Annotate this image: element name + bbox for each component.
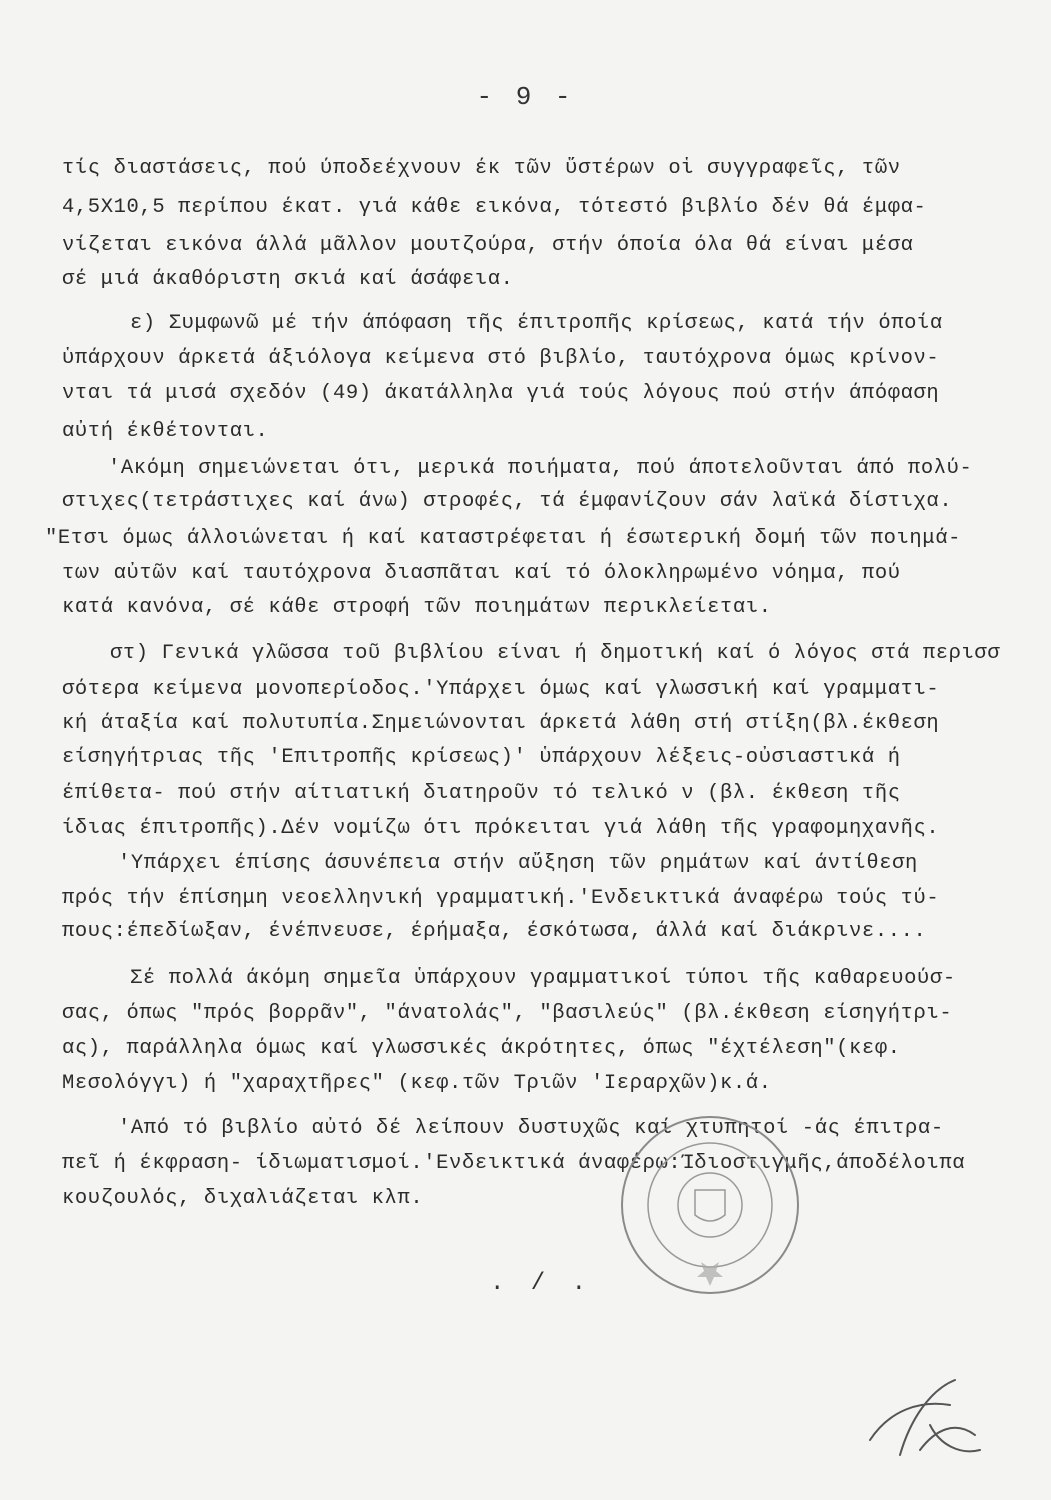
text-line: πους:έπεδίωξαν, ένέπνευσε, έρήμαξα, έσκότωσα, άλλά καί διάκρινε.... xyxy=(62,920,927,943)
handwritten-signature xyxy=(860,1370,990,1465)
text-line: στιχες(τετράστιχες καί άνω) στροφές, τά έμφανίζουν σάν λαϊκά δίστιχα. xyxy=(62,490,953,513)
text-line: τίς διαστάσεις, πού ύποδεέχνουν έκ τῶν ὕστέρων οἱ συγγραφεῖς, τῶν xyxy=(62,157,901,180)
text-line: σότερα κείμενα μονοπερίοδος.'Υπάρχει όμως καί γλωσσική καί γραμματι- xyxy=(62,678,940,701)
end-mark: . / . xyxy=(490,1270,593,1297)
text-line: κατά κανόνα, σέ κάθε στροφή τῶν ποιημάτων περικλείεται. xyxy=(62,596,772,619)
text-line: νίζεται εικόνα άλλά μᾶλλον μουτζούρα, στήν όποία όλα θά είναι μέσα xyxy=(62,234,914,257)
text-line: πρός τήν έπίσημη νεοελληνική γραμματική.'Ενδεικτικά άναφέρω τούς τύ- xyxy=(62,887,940,910)
text-line: ίδιας έπιτροπῆς).Δέν νομίζω ότι πρόκειται γιά λάθη τῆς γραφομηχανῆς. xyxy=(62,817,940,840)
text-line: Σέ πολλά άκόμη σημεῖα ὑπάρχουν γραμματικοί τύποι τῆς καθαρευούσ- xyxy=(130,967,956,990)
text-line: 'Ακόμη σημειώνεται ότι, μερικά ποιήματα, πού άποτελοῦνται άπό πολύ- xyxy=(108,457,973,480)
text-line: των αὐτῶν καί ταυτόχρονα διασπᾶται καί τό όλοκληρωμένο νόημα, πού xyxy=(62,562,901,585)
text-line: 'Από τό βιβλίο αὐτό δέ λείπουν δυστυχῶς καί χτυπητοί -άς έπιτρα- xyxy=(118,1117,944,1140)
text-line: πεῖ ή έκφραση- ίδιωματισμοί.'Ενδεικτικά άναφέρω:Ίδιοστιγμῆς,άποδέλοιπα xyxy=(62,1152,966,1175)
text-line: κή άταξία καί πολυτυπία.Σημειώνονται άρκετά λάθη στή στίξη(βλ.έκθεση xyxy=(62,712,940,735)
text-line: σέ μιά άκαθόριστη σκιά καί άσάφεια. xyxy=(62,268,514,291)
text-line: κουζουλός, διχαλιάζεται κλπ. xyxy=(62,1187,424,1210)
text-line: ε) Συμφωνῶ μέ τήν άπόφαση τῆς έπιτροπῆς κρίσεως, κατά τήν όποία xyxy=(130,312,943,335)
text-line: 4,5Χ10,5 περίπου έκατ. γιά κάθε εικόνα, τότεστό βιβλίο δέν θά έμφα- xyxy=(62,196,927,219)
text-line: "Ετσι όμως άλλοιώνεται ή καί καταστρέφεται ή έσωτερική δομή τῶν ποιημά- xyxy=(45,527,962,550)
text-line: στ) Γενικά γλῶσσα τοῦ βιβλίου είναι ή δημοτική καί ό λόγος στά περισσ xyxy=(110,642,1001,665)
text-line: νται τά μισά σχεδόν (49) άκατάλληλα γιά τούς λόγους πού στήν άπόφαση xyxy=(62,382,940,405)
page-number: - 9 - xyxy=(476,82,575,112)
text-line: είσηγήτριας τῆς 'Επιτροπῆς κρίσεως)' ὑπάρχουν λέξεις-οὐσιαστικά ή xyxy=(62,746,901,769)
text-line: ὑπάρχουν άρκετά άξιόλογα κείμενα στό βιβλίο, ταυτόχρονα όμως κρίνον- xyxy=(62,347,940,370)
text-line: 'Υπάρχει έπίσης άσυνέπεια στήν αὔξηση τῶν ρημάτων καί άντίθεση xyxy=(118,852,918,875)
text-line: ας), παράλληλα όμως καί γλωσσικές άκρότητες, όπως "έχτέλεση"(κεφ. xyxy=(62,1037,901,1060)
text-line: Μεσολόγγι) ή "χαραχτῆρες" (κεφ.τῶν Τριῶν 'Ιεραρχῶν)κ.ά. xyxy=(62,1072,772,1095)
official-seal-stamp xyxy=(615,1110,805,1300)
text-line: σας, όπως "πρός βορρᾶν", "άνατολάς", "βασιλεύς" (βλ.έκθεση είσηγήτρι- xyxy=(62,1002,953,1025)
text-line: έπίθετα- πού στήν αίτιατική διατηροῦν τό τελικό ν (βλ. έκθεση τῆς xyxy=(62,782,901,805)
text-line: αὐτή έκθέτονται. xyxy=(62,420,269,443)
